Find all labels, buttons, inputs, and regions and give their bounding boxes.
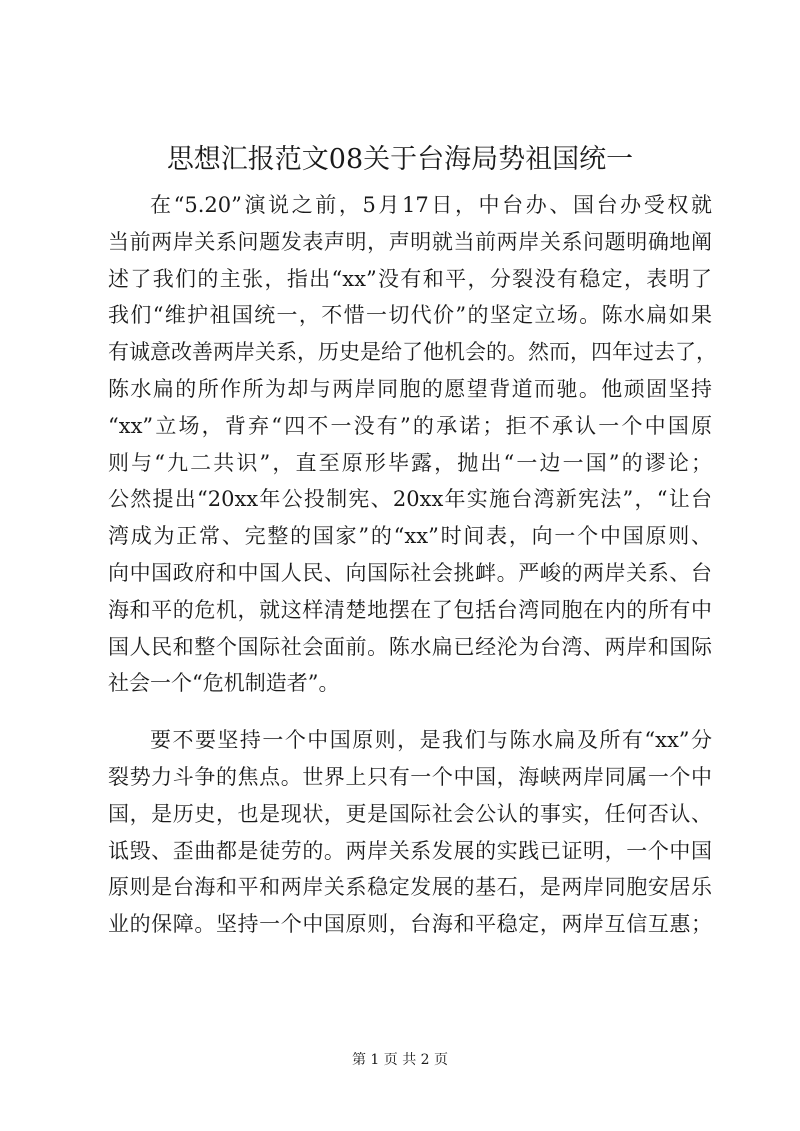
paragraph-2	[108, 722, 712, 943]
paragraph-line: 业的保障。坚持一个中国原则，台海和平稳定，两岸互信互惠；	[108, 912, 712, 937]
paragraph-line: 湾成为正常、完整的国家”的“xx”时间表，向一个中国原则、	[108, 524, 712, 549]
paragraph-line: 当前两岸关系问题发表声明，声明就当前两岸关系问题明确地阐	[108, 229, 712, 254]
paragraph-line: 述了我们的主张，指出“xx”没有和平，分裂没有稳定，表明了	[108, 266, 712, 291]
paragraph-line: 社会一个“危机制造者”。	[108, 671, 340, 696]
paragraph-line: 我们“维护祖国统一，不惜一切代价”的坚定立场。陈水扁如果	[108, 303, 712, 328]
paragraph-line: 陈水扁的所作所为却与两岸同胞的愿望背道而驰。他顽固坚持	[108, 376, 712, 401]
paragraph-line: 裂势力斗争的焦点。世界上只有一个中国，海峡两岸同属一个中	[108, 764, 712, 789]
paragraph-line: 原则是台海和平和两岸关系稳定发展的基石，是两岸同胞安居乐	[108, 875, 712, 900]
paragraph-line: 海和平的危机，就这样清楚地摆在了包括台湾同胞在内的所有中	[108, 597, 712, 622]
document-body	[108, 187, 717, 943]
paragraph-1	[108, 187, 717, 702]
paragraph-spacer	[108, 702, 712, 722]
document-title: 思想汇报范文08关于台海局势祖国统一	[166, 144, 634, 175]
paragraph-line: 公然提出“20xx年公投制宪、20xx年实施台湾新宪法”，“让台	[108, 487, 712, 512]
paragraph-line: “xx”立场，背弃“四不一没有”的承诺；拒不承认一个中国原	[108, 413, 712, 438]
paragraph-line: 向中国政府和中国人民、向国际社会挑衅。严峻的两岸关系、台	[108, 560, 712, 585]
paragraph-line: 国人民和整个国际社会面前。陈水扁已经沦为台湾、两岸和国际	[108, 634, 712, 659]
paragraph-line: 则与“九二共识”，直至原形毕露，抛出“一边一国”的谬论；	[108, 450, 712, 475]
paragraph-line: 有诚意改善两岸关系，历史是给了他机会的。然而，四年过去了，	[108, 340, 717, 365]
paragraph-line: 诋毁、歪曲都是徒劳的。两岸关系发展的实践已证明，一个中国	[108, 838, 712, 863]
paragraph-line: 在“5.20”演说之前，5月17日，中台办、国台办受权就	[150, 193, 712, 217]
page-number-footer: 第 1 页 共 2 页	[351, 1052, 449, 1068]
paragraph-line: 国，是历史，也是现状，更是国际社会公认的事实，任何否认、	[108, 801, 712, 826]
paragraph-line: 要不要坚持一个中国原则，是我们与陈水扁及所有“xx”分	[150, 728, 712, 753]
